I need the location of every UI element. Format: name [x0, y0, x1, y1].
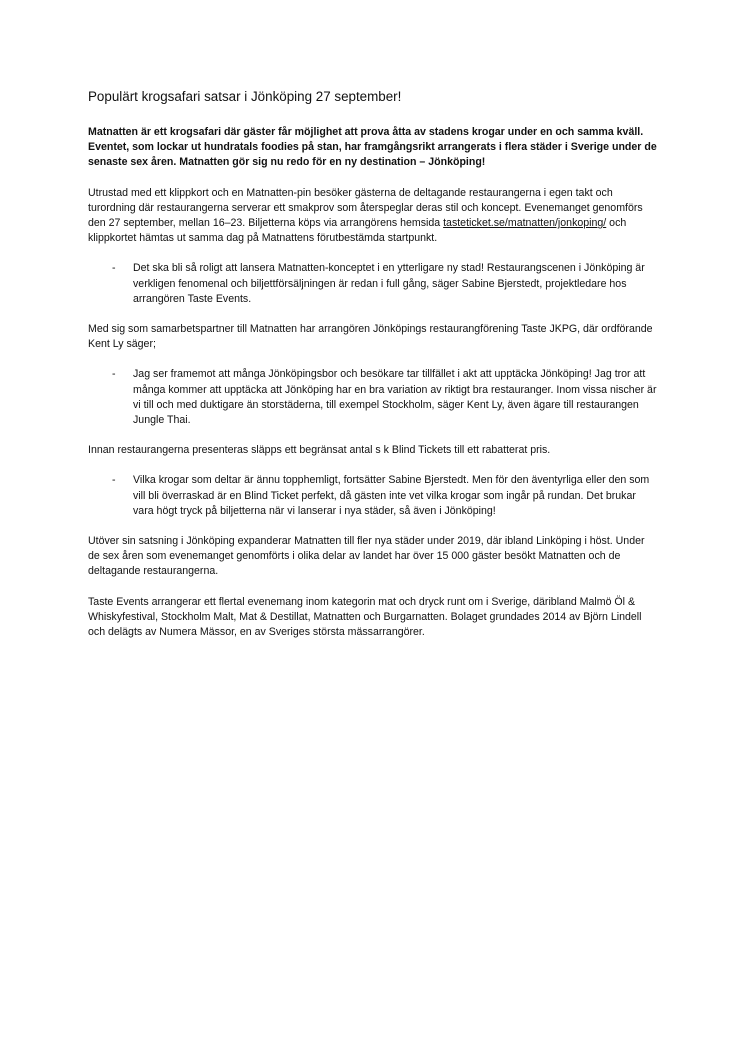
quote-sabine-2 [88, 473, 658, 519]
quote-text: Jag ser framemot att många Jönköpingsbor och besökare tar tillfället i akt att upptäcka Jönköping! Jag tror att många kommer att upptäcka att Jönköping har en bra variation av riktigt bra restauranger. Inom vissa nischer är vi till och med duktigare än storstäderna, till exempel Stockholm, säger Kent Ly, även ägare till restaurangen Jungle Thai. [133, 368, 657, 427]
paragraph-partner: Med sig som samarbetspartner till Matnatten har arrangören Jönköpings restaurangförening Taste JKPG, där ordförande Kent Ly säger; [88, 323, 653, 351]
paragraph-text: och klippkortet hämtas ut samma dag på Matnattens förutbestämda startpunkt. [88, 217, 627, 245]
paragraph-event-info [88, 186, 658, 247]
dash-bullet: - [112, 262, 116, 275]
paragraph-text: Utrustad med ett klippkort och en Matnatten-pin besöker gästerna de deltagande restaurangerna i egen takt och turordning där restaurangerna serverar ett smakprov som återspeglar deras stil och koncept. Evenemanget genomförs den 27 september, mellan 16–23. Biljetterna köps via arrangörens hemsida [88, 186, 643, 230]
dash-bullet: - [112, 474, 116, 487]
quote-kent [88, 367, 658, 428]
ticket-link[interactable]: tasteticket.se/matnatten/jonkoping/ [443, 217, 607, 230]
quote-text: Det ska bli så roligt att lansera Matnatten-konceptet i en ytterligare ny stad! Restaurangscenen i Jönköping är verkligen fenomenal och biljettförsäljningen är redan i full gång, säger Sabine Bjerstedt, projektledare hos arrangören Taste Events. [133, 262, 645, 305]
paragraph-about-taste-events: Taste Events arrangerar ett flertal evenemang inom kategorin mat och dryck runt om i Sverige, däribland Malmö Öl & Whiskyfestival, Stockholm Malt, Mat & Destillat, Matnatten och Burgarnatten. Bolaget grundades 2014 av Björn Lindell och delägts av Numera Mässor, en av Sveriges största mässarrangörer. [88, 595, 642, 639]
lead-paragraph: Matnatten är ett krogsafari där gäster får möjlighet att prova åtta av stadens krogar under en och samma kväll. Eventet, som lockar ut hundratals foodies på stan, har framgångsrikt arrangerats i flera städer i Sverige under de senaste sex åren. Matnatten gör sig nu redo för en ny destination – Jönköping! [88, 126, 657, 169]
page-title: Populärt krogsafari satsar i Jönköping 27 september! [88, 89, 402, 104]
dash-bullet: - [112, 368, 116, 381]
quote-text: Vilka krogar som deltar är ännu topphemligt, fortsätter Sabine Bjerstedt. Men för den äventyrliga eller den som vill bli överraskad är en Blind Ticket perfekt, då gästen inte vet vilka krogar som ingår på rundan. Det brukar vara högt tryck på biljetterna när vi lanserar i nya städer, så även i Jönköping! [133, 474, 650, 517]
paragraph-expansion: Utöver sin satsning i Jönköping expanderar Matnatten till fler nya städer under 2019, där ibland Linköping i höst. Under de sex åren som evenemanget genomförts i olika delar av landet har över 15 000 gäster besökt Matnatten och de deltagande restaurangerna. [88, 535, 645, 578]
document-page [88, 88, 658, 655]
paragraph-blind-tickets: Innan restaurangerna presenteras släpps ett begränsat antal s k Blind Tickets till ett rabatterat pris. [88, 444, 551, 457]
quote-sabine-1 [88, 261, 658, 307]
